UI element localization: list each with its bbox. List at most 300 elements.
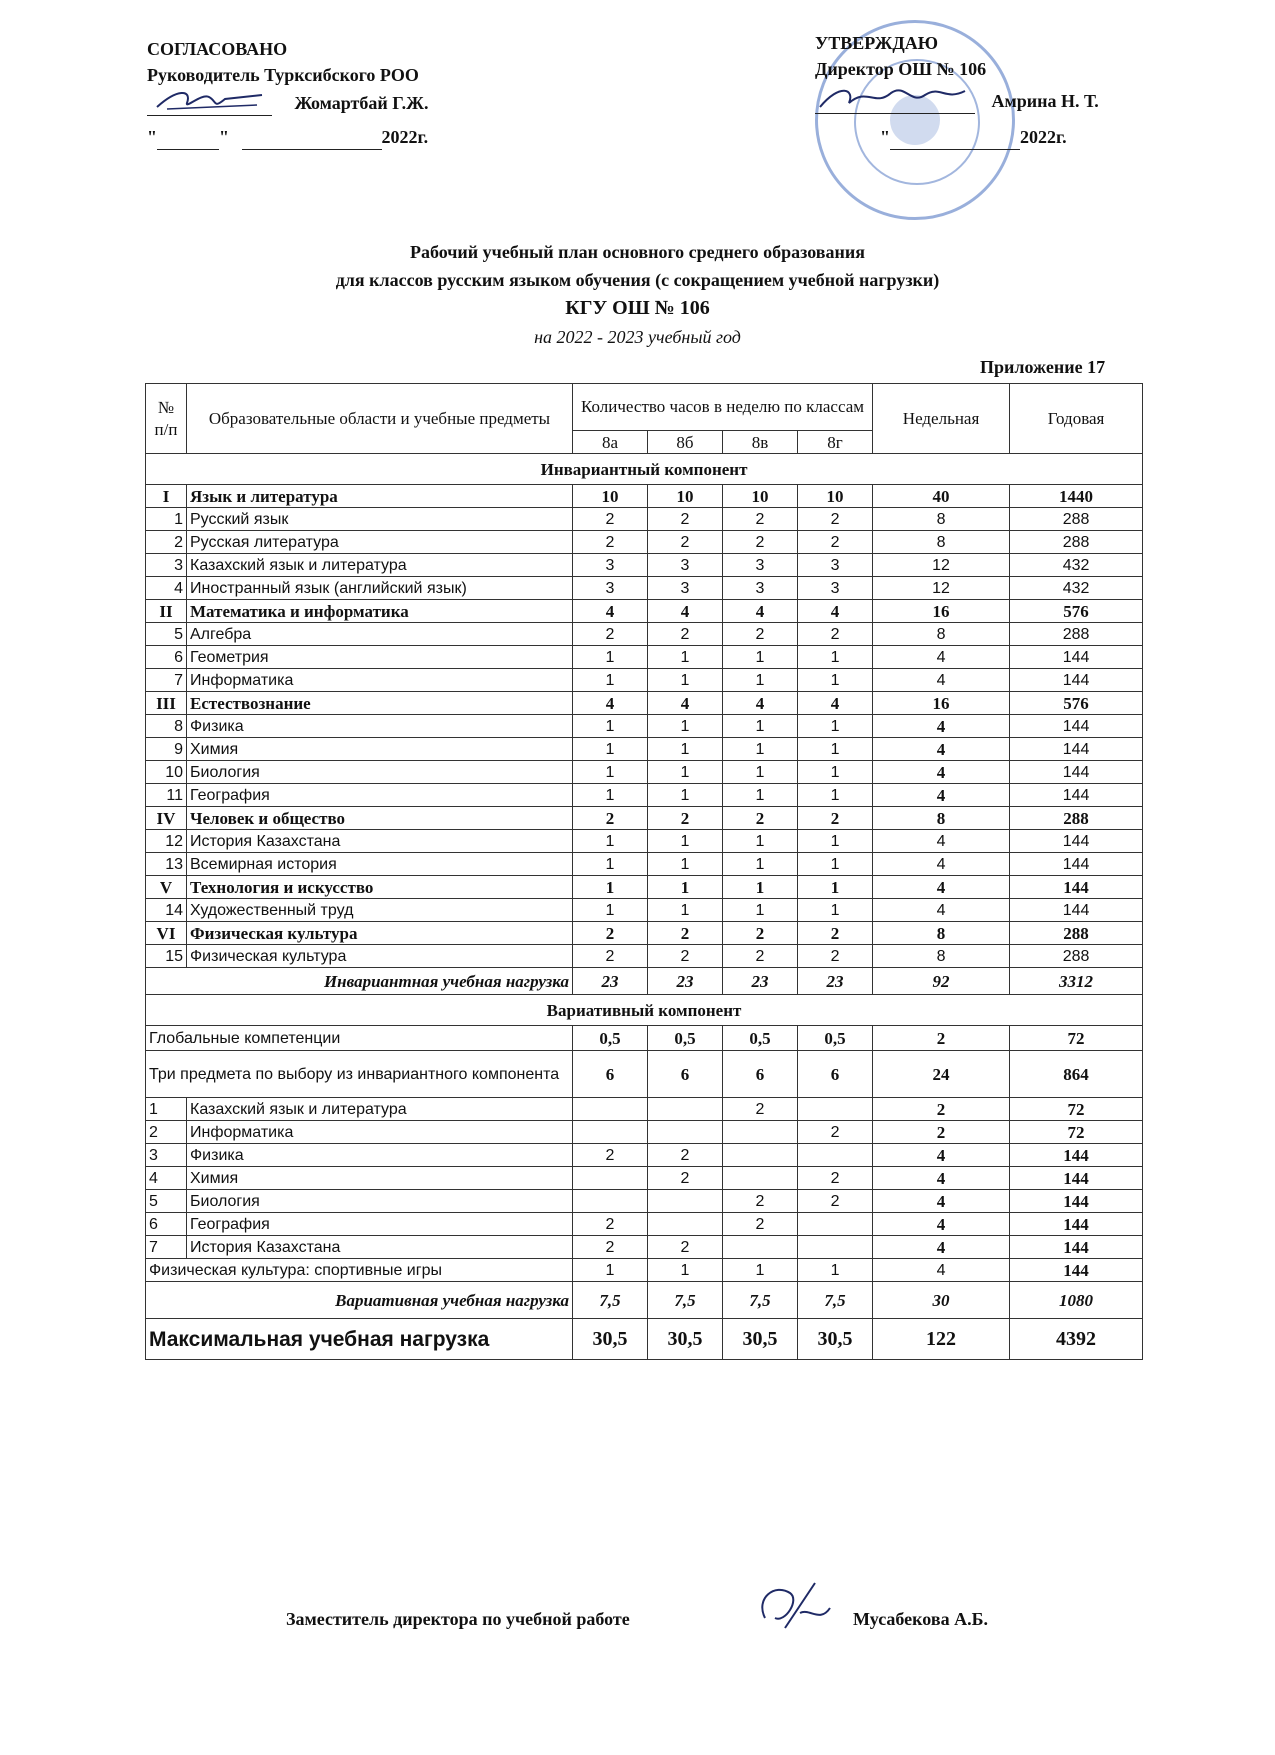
- row-yearly: 144: [1010, 830, 1143, 853]
- row-class-hours: 2: [798, 807, 873, 830]
- row-class-hours: 1: [648, 738, 723, 761]
- subject-row: [146, 669, 1143, 692]
- subject-row: [146, 899, 1143, 922]
- row-class-hours: 0,5: [798, 1026, 873, 1051]
- row-class-hours: 2: [648, 1236, 723, 1259]
- row-subject: Геометрия: [187, 646, 573, 669]
- row-subject: Химия: [187, 1167, 573, 1190]
- row-class-hours: 2: [798, 531, 873, 554]
- row-subject: Биология: [187, 761, 573, 784]
- row-class-hours: 1: [648, 876, 723, 899]
- row-yearly: 288: [1010, 508, 1143, 531]
- row-class-hours: 1: [573, 876, 648, 899]
- header-yearly: Годовая: [1010, 384, 1143, 454]
- row-weekly: 4: [873, 899, 1010, 922]
- row-class-hours: 1: [573, 784, 648, 807]
- row-weekly: 4: [873, 1259, 1010, 1282]
- row-class-hours: 1: [648, 899, 723, 922]
- row-num: 14: [146, 899, 187, 922]
- row-yearly: 576: [1010, 692, 1143, 715]
- row-weekly: 4: [873, 1190, 1010, 1213]
- row-yearly: 288: [1010, 922, 1143, 945]
- row-class-hours: 1: [573, 853, 648, 876]
- row-weekly: 8: [873, 508, 1010, 531]
- total-class-hours: 23: [723, 968, 798, 995]
- approve-position: Директор ОШ № 106: [815, 59, 987, 79]
- subject-row: [146, 623, 1143, 646]
- row-class-hours: 1: [573, 899, 648, 922]
- row-class-hours: 2: [648, 945, 723, 968]
- max-class-hours: 30,5: [648, 1319, 723, 1360]
- invariant-total-row: [146, 968, 1143, 995]
- row-class-hours: 3: [723, 554, 798, 577]
- row-weekly: 8: [873, 807, 1010, 830]
- row-weekly: 2: [873, 1098, 1010, 1121]
- row-class-hours: 0,5: [573, 1026, 648, 1051]
- row-subject: Всемирная история: [187, 853, 573, 876]
- row-weekly: 2: [873, 1121, 1010, 1144]
- row-num: 9: [146, 738, 187, 761]
- subject-row: [146, 784, 1143, 807]
- row-subject: Химия: [187, 738, 573, 761]
- row-yearly: 144: [1010, 761, 1143, 784]
- variative-total-label: Вариативная учебная нагрузка: [146, 1282, 573, 1319]
- row-class-hours: [648, 1098, 723, 1121]
- row-weekly: 12: [873, 577, 1010, 600]
- row-yearly: 144: [1010, 784, 1143, 807]
- row-yearly: 144: [1010, 669, 1143, 692]
- row-class-hours: 2: [723, 922, 798, 945]
- row-class-hours: 1: [798, 784, 873, 807]
- row-class-hours: 2: [723, 1190, 798, 1213]
- row-class-hours: 4: [798, 692, 873, 715]
- row-class-hours: 2: [648, 807, 723, 830]
- row-subject: Казахский язык и литература: [187, 554, 573, 577]
- row-class-hours: 1: [648, 646, 723, 669]
- row-num: 7: [146, 669, 187, 692]
- row-yearly: 144: [1010, 1190, 1143, 1213]
- row-class-hours: 2: [648, 508, 723, 531]
- row-class-hours: 2: [573, 1236, 648, 1259]
- approve-date-row: [880, 124, 1067, 150]
- row-num: 2: [146, 1121, 187, 1144]
- row-yearly: 144: [1010, 876, 1143, 899]
- plan-title-line2: для классов русским языком обучения (с сокращением учебной нагрузки): [335, 270, 940, 290]
- row-class-hours: [573, 1098, 648, 1121]
- row-num: 15: [146, 945, 187, 968]
- row-yearly: 432: [1010, 554, 1143, 577]
- row-class-hours: 2: [798, 508, 873, 531]
- header-hours: Количество часов в неделю по классам: [573, 384, 873, 431]
- row-subject: Математика и информатика: [187, 600, 573, 623]
- sport-games-row: [146, 1259, 1143, 1282]
- row-class-hours: 1: [648, 669, 723, 692]
- row-num: 12: [146, 830, 187, 853]
- section-row: [146, 600, 1143, 623]
- row-class-hours: 1: [573, 646, 648, 669]
- row-class-hours: 3: [573, 577, 648, 600]
- row-class-hours: 2: [723, 1098, 798, 1121]
- row-class-hours: 3: [798, 577, 873, 600]
- subject-row: [146, 853, 1143, 876]
- row-class-hours: 2: [723, 1213, 798, 1236]
- row-class-hours: 6: [798, 1051, 873, 1098]
- row-class-hours: 2: [723, 945, 798, 968]
- plan-title-school: КГУ ОШ № 106: [565, 297, 710, 319]
- max-total-row: [146, 1319, 1143, 1360]
- row-subject: Казахский язык и литература: [187, 1098, 573, 1121]
- row-class-hours: 3: [573, 554, 648, 577]
- row-class-hours: 1: [723, 853, 798, 876]
- row-class-hours: 1: [573, 1259, 648, 1282]
- row-class-hours: 0,5: [648, 1026, 723, 1051]
- section-row: [146, 485, 1143, 508]
- row-num: 3: [146, 554, 187, 577]
- row-subject: Естествознание: [187, 692, 573, 715]
- variative-title: Вариативный компонент: [146, 995, 1143, 1026]
- row-num: 4: [146, 1167, 187, 1190]
- subject-row: [146, 508, 1143, 531]
- row-class-hours: 2: [648, 531, 723, 554]
- row-subject: География: [187, 1213, 573, 1236]
- agreed-signature: [147, 93, 272, 116]
- row-class-hours: 1: [573, 738, 648, 761]
- section-row: [146, 876, 1143, 899]
- row-yearly: 864: [1010, 1051, 1143, 1098]
- row-num: II: [146, 600, 187, 623]
- table-header-row: [146, 384, 1143, 431]
- row-class-hours: 4: [573, 692, 648, 715]
- row-class-hours: 10: [648, 485, 723, 508]
- agreed-date-row: [147, 124, 428, 150]
- row-weekly: 4: [873, 715, 1010, 738]
- row-subject: Информатика: [187, 1121, 573, 1144]
- row-subject: Физика: [187, 1144, 573, 1167]
- row-subject: История Казахстана: [187, 1236, 573, 1259]
- row-subject: Информатика: [187, 669, 573, 692]
- agreed-year: 2022г.: [381, 127, 429, 147]
- row-class-hours: 3: [648, 577, 723, 600]
- row-weekly: 4: [873, 876, 1010, 899]
- row-class-hours: 2: [573, 1144, 648, 1167]
- row-class-hours: 4: [648, 600, 723, 623]
- header-class: 8в: [723, 431, 798, 454]
- row-class-hours: 1: [648, 853, 723, 876]
- row-weekly: 24: [873, 1051, 1010, 1098]
- max-weekly: 122: [873, 1319, 1010, 1360]
- total-class-hours: 23: [648, 968, 723, 995]
- row-yearly: 144: [1010, 1213, 1143, 1236]
- row-class-hours: 2: [648, 1144, 723, 1167]
- row-subject: Русский язык: [187, 508, 573, 531]
- total-weekly: 30: [873, 1282, 1010, 1319]
- row-num: 1: [146, 1098, 187, 1121]
- row-class-hours: 2: [648, 922, 723, 945]
- row-subject: Человек и общество: [187, 807, 573, 830]
- row-class-hours: 10: [573, 485, 648, 508]
- row-num: VI: [146, 922, 187, 945]
- elective-subject-row: [146, 1190, 1143, 1213]
- row-class-hours: 0,5: [723, 1026, 798, 1051]
- row-class-hours: 2: [648, 1167, 723, 1190]
- row-num: 4: [146, 577, 187, 600]
- agreed-signature-row: [147, 90, 428, 116]
- row-class-hours: [573, 1121, 648, 1144]
- row-class-hours: 1: [798, 830, 873, 853]
- row-class-hours: 4: [573, 600, 648, 623]
- row-yearly: 288: [1010, 945, 1143, 968]
- row-yearly: 288: [1010, 807, 1143, 830]
- row-num: 2: [146, 531, 187, 554]
- row-subject: Технология и искусство: [187, 876, 573, 899]
- row-yearly: 144: [1010, 1236, 1143, 1259]
- elective-subject-row: [146, 1144, 1143, 1167]
- total-class-hours: 23: [573, 968, 648, 995]
- footer-position: Заместитель директора по учебной работе: [286, 1609, 630, 1629]
- row-class-hours: 2: [723, 531, 798, 554]
- row-weekly: 40: [873, 485, 1010, 508]
- row-class-hours: 1: [648, 761, 723, 784]
- header-class: 8г: [798, 431, 873, 454]
- max-yearly: 4392: [1010, 1319, 1143, 1360]
- row-weekly: 4: [873, 830, 1010, 853]
- agreed-position: Руководитель Турксибского РОО: [147, 65, 419, 85]
- agreed-month-blank: [242, 131, 382, 150]
- row-class-hours: [723, 1236, 798, 1259]
- row-class-hours: [648, 1213, 723, 1236]
- row-class-hours: 2: [798, 1121, 873, 1144]
- elective-subject-row: [146, 1213, 1143, 1236]
- row-class-hours: 1: [798, 853, 873, 876]
- section-row: [146, 807, 1143, 830]
- row-class-hours: [798, 1236, 873, 1259]
- row-yearly: 1440: [1010, 485, 1143, 508]
- row-class-hours: 2: [798, 623, 873, 646]
- row-class-hours: 1: [798, 876, 873, 899]
- total-weekly: 92: [873, 968, 1010, 995]
- row-yearly: 144: [1010, 738, 1143, 761]
- row-weekly: 16: [873, 692, 1010, 715]
- row-num: 5: [146, 1190, 187, 1213]
- row-yearly: 576: [1010, 600, 1143, 623]
- row-class-hours: 2: [723, 623, 798, 646]
- row-class-hours: 2: [573, 623, 648, 646]
- row-num: 1: [146, 508, 187, 531]
- row-class-hours: 1: [798, 1259, 873, 1282]
- agreed-date-quote-close: ": [219, 127, 229, 147]
- row-weekly: 2: [873, 1026, 1010, 1051]
- row-subject: Алгебра: [187, 623, 573, 646]
- row-num: V: [146, 876, 187, 899]
- row-class-hours: 4: [723, 692, 798, 715]
- row-num: 7: [146, 1236, 187, 1259]
- row-class-hours: 10: [723, 485, 798, 508]
- row-class-hours: 1: [798, 715, 873, 738]
- row-subject: Физическая культура: [187, 945, 573, 968]
- subject-row: [146, 646, 1143, 669]
- row-class-hours: 6: [723, 1051, 798, 1098]
- row-weekly: 4: [873, 646, 1010, 669]
- row-num: 6: [146, 646, 187, 669]
- total-yearly: 3312: [1010, 968, 1143, 995]
- row-class-hours: 1: [573, 830, 648, 853]
- row-class-hours: 2: [573, 807, 648, 830]
- row-weekly: 8: [873, 922, 1010, 945]
- approve-date-blank: [890, 131, 1020, 150]
- row-subject: Язык и литература: [187, 485, 573, 508]
- row-class-hours: 1: [723, 738, 798, 761]
- row-class-hours: 3: [723, 577, 798, 600]
- variative-total-row: [146, 1282, 1143, 1319]
- footer-name: Мусабекова А.Б.: [853, 1609, 988, 1629]
- plan-title-year: на 2022 - 2023 учебный год: [534, 327, 741, 347]
- row-weekly: 4: [873, 761, 1010, 784]
- header-subject: Образовательные области и учебные предметы: [187, 384, 573, 454]
- row-class-hours: 6: [648, 1051, 723, 1098]
- row-subject: Художественный труд: [187, 899, 573, 922]
- subject-row: [146, 945, 1143, 968]
- row-class-hours: 2: [798, 1190, 873, 1213]
- row-class-hours: 2: [648, 623, 723, 646]
- invariant-total-label: Инвариантная учебная нагрузка: [146, 968, 573, 995]
- row-class-hours: 3: [648, 554, 723, 577]
- row-weekly: 4: [873, 669, 1010, 692]
- row-class-hours: 2: [573, 945, 648, 968]
- row-class-hours: [798, 1144, 873, 1167]
- row-yearly: 144: [1010, 1144, 1143, 1167]
- header-class: 8б: [648, 431, 723, 454]
- agreed-day-blank: [157, 131, 219, 150]
- row-subject: Физическая культура: [187, 922, 573, 945]
- subject-row: [146, 830, 1143, 853]
- approve-signature-row: [815, 88, 1099, 114]
- row-class-hours: 4: [798, 600, 873, 623]
- row-num: 6: [146, 1213, 187, 1236]
- header-weekly: Недельная: [873, 384, 1010, 454]
- row-class-hours: 4: [723, 600, 798, 623]
- row-class-hours: 1: [723, 876, 798, 899]
- elective-subject-row: [146, 1236, 1143, 1259]
- row-class-hours: 1: [723, 899, 798, 922]
- row-class-hours: 1: [573, 761, 648, 784]
- row-class-hours: [648, 1121, 723, 1144]
- curriculum-table-body: [146, 384, 1143, 1360]
- row-yearly: 144: [1010, 899, 1143, 922]
- row-class-hours: 2: [573, 531, 648, 554]
- curriculum-table: [145, 383, 1143, 1360]
- row-class-hours: 1: [723, 830, 798, 853]
- row-num: 5: [146, 623, 187, 646]
- header-class: 8а: [573, 431, 648, 454]
- row-weekly: 8: [873, 623, 1010, 646]
- row-weekly: 12: [873, 554, 1010, 577]
- row-class-hours: 1: [648, 1259, 723, 1282]
- row-class-hours: [798, 1213, 873, 1236]
- total-class-hours: 7,5: [648, 1282, 723, 1319]
- subject-row: [146, 738, 1143, 761]
- row-class-hours: 10: [798, 485, 873, 508]
- sport-label: Физическая культура: спортивные игры: [146, 1259, 573, 1282]
- agreed-heading: СОГЛАСОВАНО: [147, 39, 288, 59]
- row-weekly: 8: [873, 531, 1010, 554]
- row-yearly: 144: [1010, 853, 1143, 876]
- row-class-hours: [723, 1121, 798, 1144]
- row-yearly: 432: [1010, 577, 1143, 600]
- row-class-hours: 1: [723, 669, 798, 692]
- elective-subject-row: [146, 1098, 1143, 1121]
- row-yearly: 72: [1010, 1121, 1143, 1144]
- row-subject: Иностранный язык (английский язык): [187, 577, 573, 600]
- row-class-hours: 2: [798, 945, 873, 968]
- row-class-hours: 1: [648, 715, 723, 738]
- row-yearly: 144: [1010, 715, 1143, 738]
- global-competences-row: [146, 1026, 1143, 1051]
- row-num: 10: [146, 761, 187, 784]
- row-class-hours: [573, 1167, 648, 1190]
- row-class-hours: 1: [798, 738, 873, 761]
- row-class-hours: 2: [798, 1167, 873, 1190]
- section-row: [146, 922, 1143, 945]
- row-class-hours: 2: [573, 508, 648, 531]
- total-yearly: 1080: [1010, 1282, 1143, 1319]
- subject-row: [146, 715, 1143, 738]
- row-class-hours: 2: [798, 922, 873, 945]
- row-subject: История Казахстана: [187, 830, 573, 853]
- invariant-title-row: [146, 454, 1143, 485]
- row-class-hours: 1: [798, 646, 873, 669]
- handwritten-signature-icon: [147, 87, 272, 113]
- row-weekly: 4: [873, 1236, 1010, 1259]
- row-class-hours: 6: [573, 1051, 648, 1098]
- row-num: III: [146, 692, 187, 715]
- row-class-hours: 1: [723, 646, 798, 669]
- approve-heading: УТВЕРЖДАЮ: [815, 33, 939, 53]
- row-class-hours: 1: [573, 715, 648, 738]
- row-weekly: 4: [873, 1144, 1010, 1167]
- subject-row: [146, 577, 1143, 600]
- elective-subject-row: [146, 1121, 1143, 1144]
- row-class-hours: 2: [573, 922, 648, 945]
- max-class-hours: 30,5: [723, 1319, 798, 1360]
- row-subject: Русская литература: [187, 531, 573, 554]
- handwritten-signature-icon: [815, 83, 975, 113]
- elective-subject-row: [146, 1167, 1143, 1190]
- global-label: Глобальные компетенции: [146, 1026, 573, 1051]
- row-class-hours: 1: [723, 1259, 798, 1282]
- row-num: 3: [146, 1144, 187, 1167]
- handwritten-signature-icon: [745, 1578, 835, 1638]
- max-class-hours: 30,5: [798, 1319, 873, 1360]
- row-num: IV: [146, 807, 187, 830]
- row-yearly: 288: [1010, 531, 1143, 554]
- agreed-name: Жомартбай Г.Ж.: [294, 93, 429, 113]
- variative-title-row: [146, 995, 1143, 1026]
- row-class-hours: 2: [723, 807, 798, 830]
- row-subject: География: [187, 784, 573, 807]
- row-weekly: 16: [873, 600, 1010, 623]
- row-class-hours: 1: [723, 715, 798, 738]
- row-class-hours: [648, 1190, 723, 1213]
- row-class-hours: 1: [723, 784, 798, 807]
- row-class-hours: 2: [723, 508, 798, 531]
- approve-date-quote-open: ": [880, 127, 890, 147]
- row-class-hours: 1: [798, 761, 873, 784]
- row-class-hours: 1: [573, 669, 648, 692]
- row-weekly: 4: [873, 738, 1010, 761]
- row-weekly: 4: [873, 784, 1010, 807]
- total-class-hours: 7,5: [798, 1282, 873, 1319]
- row-num: 11: [146, 784, 187, 807]
